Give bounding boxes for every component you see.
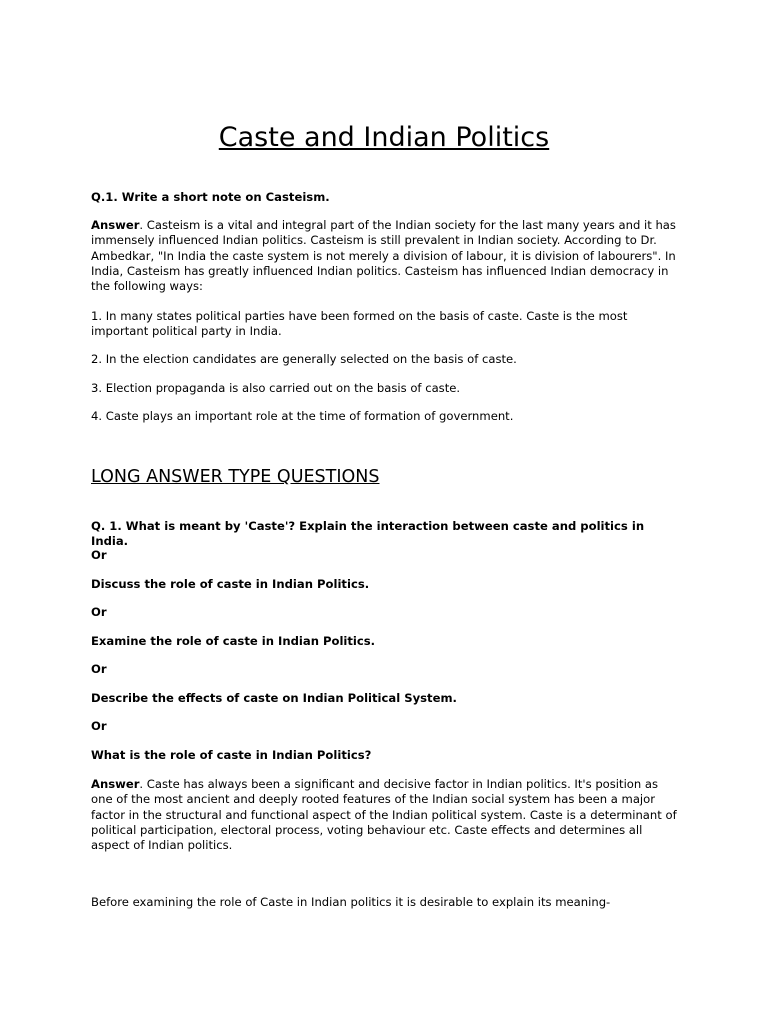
or-separator: Or [91, 548, 107, 562]
answer-text: . Casteism is a vital and integral part of the Indian society for the last many years and it has immensely influenced Indian politics. Casteism is still prevalent in Indian society. According to Dr. Ambedkar, "In India the caste system is not merely a division of labour, it is division of labourers". In India, Casteism has greatly influenced Indian politics. Casteism has influenced Indian democracy in the following ways: [91, 218, 676, 294]
question-1: Q.1. Write a short note on Casteism. [91, 190, 330, 204]
answer-point-1: 1. In many states political parties have been formed on the basis of caste. Caste is the most important political party in India. [91, 309, 628, 339]
long-answer-paragraph [91, 777, 683, 853]
long-question-line: Examine the role of caste in Indian Politics. [91, 634, 376, 648]
long-question-line: Describe the effects of caste on Indian Political System. [91, 691, 457, 705]
answer-label: Answer [91, 218, 140, 232]
long-question-line: Discuss the role of caste in Indian Politics. [91, 577, 370, 591]
or-separator: Or [91, 662, 107, 676]
or-separator: Or [91, 605, 107, 619]
or-separator: Or [91, 719, 107, 733]
closing-paragraph: Before examining the role of Caste in Indian politics it is desirable to explain its meaning- [91, 895, 611, 909]
section-heading: LONG ANSWER TYPE QUESTIONS [91, 467, 380, 487]
answer-point-2: 2. In the election candidates are generally selected on the basis of caste. [91, 352, 517, 366]
long-question-line: What is the role of caste in Indian Politics? [91, 748, 372, 762]
answer-1-paragraph [91, 218, 683, 294]
answer-text: . Caste has always been a significant and decisive factor in Indian politics. It's position as one of the most ancient and deeply rooted features of the Indian social system has been a major factor in the structural and functional aspect of the Indian political system. Caste is a determinant of political participation, electoral process, voting behaviour etc. Caste effects and determines all aspect of Indian politics. [91, 777, 677, 853]
long-question-line: Q. 1. What is meant by 'Caste'? Explain the interaction between caste and politics in India. [91, 519, 645, 549]
answer-point-4: 4. Caste plays an important role at the time of formation of government. [91, 409, 514, 423]
answer-label: Answer [91, 777, 140, 791]
page-title: Caste and Indian Politics [218, 122, 550, 153]
answer-point-3: 3. Election propaganda is also carried out on the basis of caste. [91, 381, 461, 395]
